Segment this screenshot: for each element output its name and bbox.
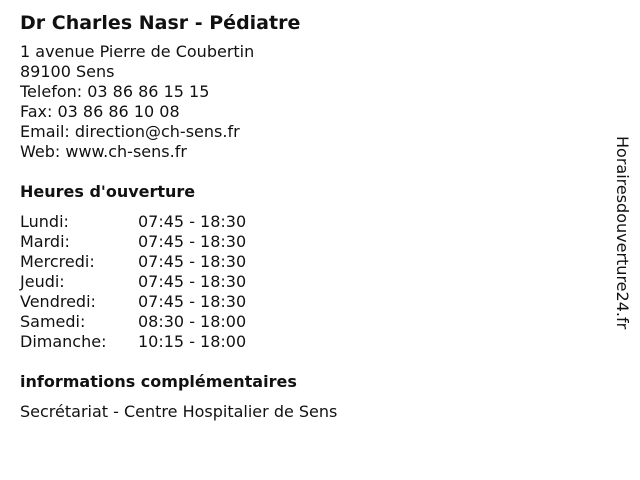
day-label: Lundi:	[20, 212, 69, 231]
time-range: 07:45 - 18:30	[138, 252, 247, 271]
time-range: 07:45 - 18:30	[138, 232, 247, 251]
fax-number: Fax: 03 86 86 10 08	[20, 102, 180, 121]
hours-row-mercredi	[20, 252, 600, 272]
additional-info-text: Secrétariat - Centre Hospitalier de Sens	[20, 402, 338, 421]
time-range: 10:15 - 18:00	[138, 332, 247, 351]
hours-row-vendredi	[20, 292, 600, 312]
city-postcode: 89100 Sens	[20, 62, 115, 81]
additional-info-heading: informations complémentaires	[20, 372, 297, 391]
opening-hours-table	[20, 212, 600, 352]
email-address[interactable]: Email: direction@ch-sens.fr	[20, 122, 240, 141]
hours-row-lundi	[20, 212, 600, 232]
hours-row-jeudi	[20, 272, 600, 292]
day-label: Samedi:	[20, 312, 86, 331]
contact-block	[20, 42, 600, 162]
day-label: Jeudi:	[20, 272, 65, 291]
day-label: Dimanche:	[20, 332, 107, 351]
site-brand-watermark: Horairesdouverture24.fr	[613, 136, 632, 330]
hours-row-samedi	[20, 312, 600, 332]
day-label: Mercredi:	[20, 252, 95, 271]
phone-number[interactable]: Telefon: 03 86 86 15 15	[20, 82, 210, 101]
time-range: 07:45 - 18:30	[138, 212, 247, 231]
day-label: Mardi:	[20, 232, 70, 251]
day-label: Vendredi:	[20, 292, 96, 311]
time-range: 08:30 - 18:00	[138, 312, 247, 331]
time-range: 07:45 - 18:30	[138, 292, 247, 311]
website-link[interactable]: Web: www.ch-sens.fr	[20, 142, 187, 161]
page-title: Dr Charles Nasr - Pédiatre	[20, 12, 301, 34]
time-range: 07:45 - 18:30	[138, 272, 247, 291]
business-card	[20, 8, 600, 422]
hours-row-dimanche	[20, 332, 600, 352]
hours-row-mardi	[20, 232, 600, 252]
street-address: 1 avenue Pierre de Coubertin	[20, 42, 255, 61]
opening-hours-heading: Heures d'ouverture	[20, 182, 196, 201]
